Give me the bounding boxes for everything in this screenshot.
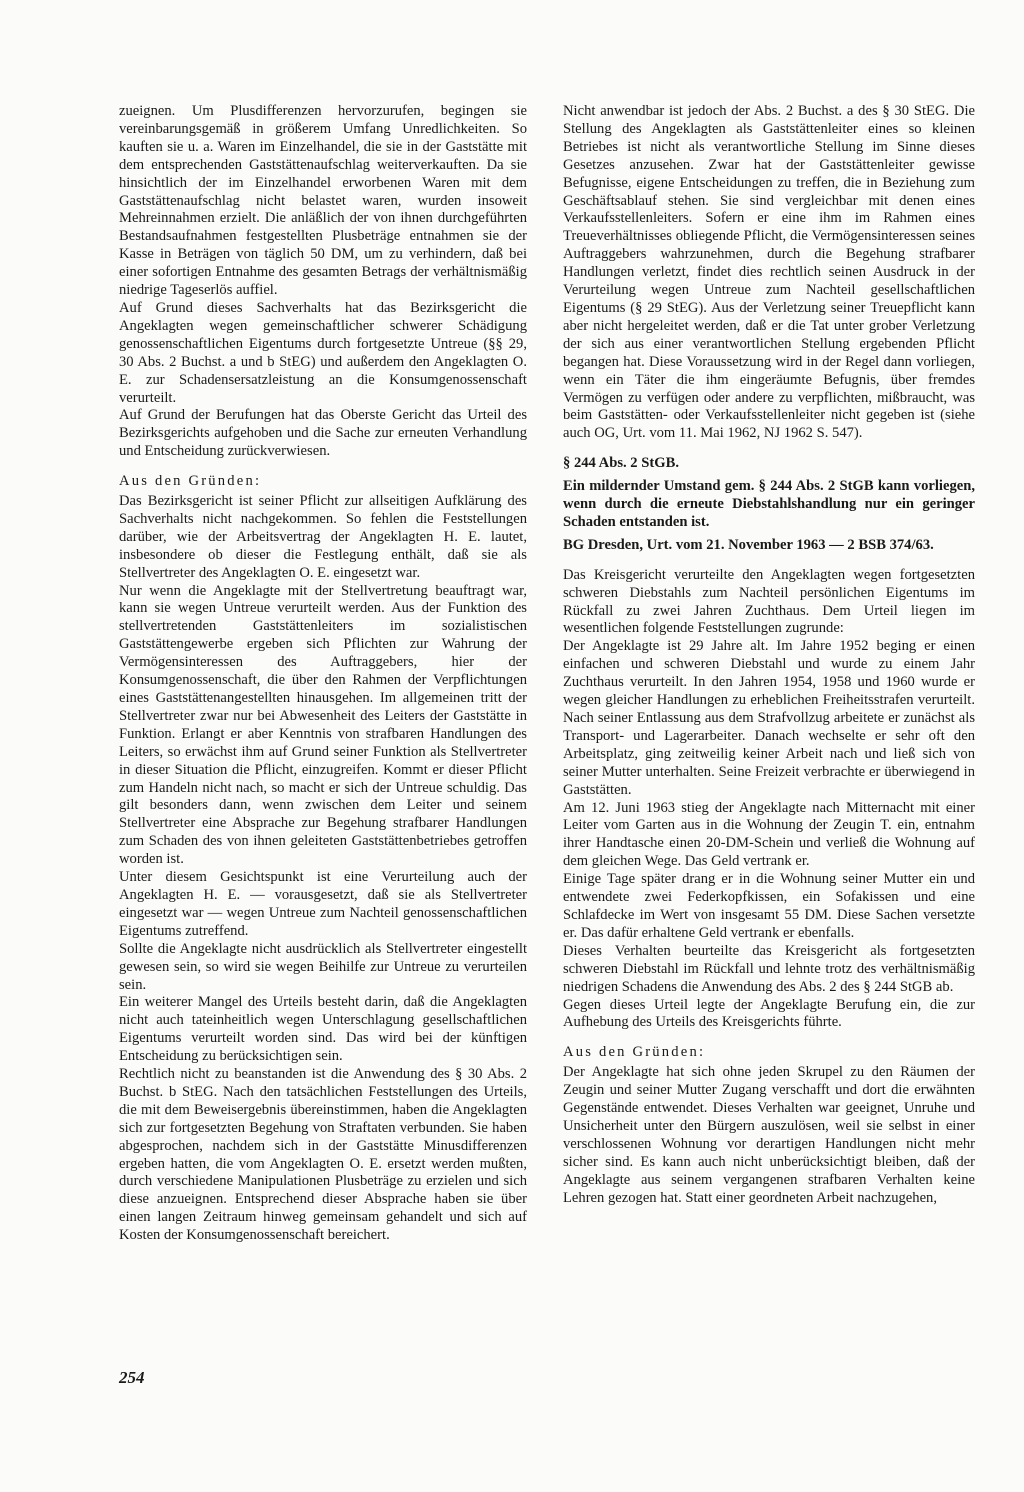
paragraph: Gegen dieses Urteil legte der Angeklagte Berufung ein, die zur Aufhebung des Urteils des Kreisgerichts führte. (563, 996, 975, 1031)
paragraph: Der Angeklagte ist 29 Jahre alt. Im Jahre 1952 beging er einen einfachen und schweren Diebstahl und wurde zu einem Jahr Zuchthaus verurteilt. In den Jahren 1954, 1958 und 1960 wurde er wegen gleicher Handlungen zu erheblichen Freiheitsstrafen verurteilt. Nach seiner Entlassung aus dem Strafvollzug arbeitete er zunächst als Transport- und Lagerarbeiter. Danach wechselte er sehr oft den Arbeitsplatz, ging zeitweilig keiner Arbeit nach und ließ sich von seiner Mutter unterhalten. Seine Freizeit verbrachte er überwiegend in Gaststätten. (563, 638, 975, 798)
paragraph: Nicht anwendbar ist jedoch der Abs. 2 Buchst. a des § 30 StEG. Die Stellung des Angeklagten als Gaststättenleiter eines so kleinen Betriebes ist nicht als verantwortliche Stellung im Sinne dieses Gesetzes anzusehen. Zwar hat der Gaststättenleiter gewisse Befugnisse, eigene Entscheidungen zu treffen, die in Beziehung zum Geschäftsablauf stehen. Sie sind vergleichbar mit denen eines Verkaufsstellenleiters. Sofern er eine ihm im Rahmen eines Treueverhältnisses obliegende Pflicht, die Vermögensinteressen seines Auftraggebers wahrzunehmen, durch die Begehung strafbarer Handlungen verletzt, findet dies rechtlich seinen Ausdruck in der Verurteilung wegen Untreue zum Nachteil gesellschaftlichen Eigentums (§ 29 StEG). Aus der Verletzung seiner Treuepflicht kann aber nicht hergeleitet werden, daß er die Tat unter grober Verletzung der sich aus einer verantwortlichen Stellung ergebenden Pflicht begangen hat. Diese Voraussetzung wird in der Regel dann vorliegen, wenn ein Täter die ihm eingeräumte Befugnis, über fremdes Vermögen zu verfügen oder andere zu verpflichten, mißbraucht, was beim Gaststätten- oder Verkaufsstellenleiter nicht gegeben ist (siehe auch OG, Urt. vom 11. Mai 1962, NJ 1962 S. 547). (563, 103, 975, 442)
paragraph: Der Angeklagte hat sich ohne jeden Skrupel zu den Räumen der Zeugin und seiner Mutter Zugang verschafft und dort die erwähnten Gegenstände entwendet. Dieses Verhalten war geeignet, Unruhe und Unsicherheit unter den Bürgern auszulösen, weil sie selbst in einer verschlossenen Wohnung vor derartigen Handlungen nicht mehr sicher sind. Es kann auch nicht unberücksichtigt bleiben, daß der Angeklagte aus seinem vergangenen strafbaren Verhalten keine Lehren gezogen hat. Statt einer geordneten Arbeit nachzugehen, (563, 1064, 975, 1206)
paragraph: Ein weiterer Mangel des Urteils besteht darin, daß die Angeklagten nicht auch tateinheitlich wegen Unterschlagung gesellschaftlichen Eigentums verurteilt worden sind. Das wird bei der künftigen Entscheidung zu berücksichtigen sein. (119, 994, 527, 1065)
paragraph: Auf Grund dieses Sachverhalts hat das Bezirksgericht die Angeklagten wegen gemeinschaftlicher schwerer Schädigung genossenschaftlichen Eigentums durch fortgesetzte Untreue (§§ 29, 30 Abs. 2 Buchst. a und b StEG) und außerdem den Angeklagten O. E. zur Schadensersatzleistung an die Konsumgenossenschaft verurteilt. (119, 299, 527, 406)
paragraph: Rechtlich nicht zu beanstanden ist die Anwendung des § 30 Abs. 2 Buchst. b StEG. Nach den tatsächlichen Feststellungen des Urteils, die mit dem Beweisergebnis übereinstimmen, haben die Angeklagten sich zur fortgesetzten Begehung von Straftaten verbunden. Sie haben abgesprochen, nachdem sich in der Gaststätte Minusdifferenzen ergeben hatten, die vom Angeklagten O. E. ersetzt werden mußten, durch verschiedene Manipulationen Plusbeträge zu erzielen und sich diese anzueignen. Entsprechend dieser Absprache haben sie über einen langen Zeitraum hinweg gemeinsam gehandelt und sich auf Kosten der Konsumgenossenschaft bereichert. (119, 1066, 527, 1244)
section-label: Aus den Gründen: (119, 473, 262, 490)
statute-heading: § 244 Abs. 2 StGB. (563, 455, 679, 472)
paragraph: Das Bezirksgericht ist seiner Pflicht zur allseitigen Aufklärung des Sachverhalts nicht nachgekommen. So fehlen die Feststellungen darüber, wie der Arbeitsvertrag der Angeklagten H. E. lautet, insbesondere ob dieser die Festlegung enthält, daß sie als Stellvertreter des Angeklagten O. E. eingesetzt war. (119, 493, 527, 581)
paragraph: Am 12. Juni 1963 stieg der Angeklagte nach Mitternacht mit einer Leiter vom Garten aus in die Wohnung der Zeugin T. ein, entnahm ihrer Handtasche einen 20-DM-Schein und verließ die Wohnung auf dem gleichen Wege. Das Geld vertrank er. (563, 799, 975, 870)
paragraph: Sollte die Angeklagte nicht ausdrücklich als Stellvertreter eingestellt gewesen sein, so wird sie wegen Beihilfe zur Untreue zu verurteilen sein. (119, 940, 527, 993)
paragraph: Nur wenn die Angeklagte mit der Stellvertretung beauftragt war, kann sie wegen Untreue verurteilt werden. Aus der Funktion des stellvertretenden Gaststättenleiters im sozialistischen Gaststättengewerbe ergeben sich Pflichten zur Wahrung der Vermögensinteressen des Auftraggebers, hier der Konsumgenossenschaft, die über den Rahmen der Verpflichtungen eines Gaststättenangestellten hinausgehen. Im allgemeinen tritt der Stellvertreter zwar nur bei Abwesenheit des Leiters der Gaststätte in Funktion. Erlangt er aber Kenntnis von strafbaren Handlungen des Leiters, so erwächst ihm auf Grund seiner Funktion als Stellvertreter in dieser Situation die Pflicht, einzugreifen. Kommt er dieser Pflicht zum Handeln nicht nach, so macht er sich der Untreue schuldig. Das gilt besonders dann, wenn zwischen dem Leiter und seinem Stellvertreter eine Absprache zur Begehung strafbarer Handlungen zum Schaden des von ihnen geleiteten Gaststättenbetriebes getroffen worden ist. (119, 582, 527, 868)
page-number: 254 (119, 1368, 145, 1387)
paragraph: zueignen. Um Plusdifferenzen hervorzurufen, begingen sie vereinbarungsgemäß in größerem Umfang Unredlichkeiten. So kauften sie u. a. Waren im Einzelhandel, die sie in der Gaststätte mit dem entsprechenden Gaststättenaufschlag weiterverkauften. Da sie hinsichtlich der im Einzelhandel erworbenen Waren mit dem Gaststättenaufschlag nicht belastet waren, wurden insoweit Mehreinnahmen erzielt. Die anläßlich der von ihnen durchgeführten Bestandsaufnahmen festgestellten Plusbeträge entnahmen sie der Kasse in Beträgen von täglich 50 DM, um zu verhindern, daß bei einer sofortigen Entnahme des gesamten Betrags der verhältnismäßig niedrige Tageserlös auffiel. (119, 103, 527, 299)
paragraph: Einige Tage später drang er in die Wohnung seiner Mutter ein und entwendete zwei Federkopfkissen, ein Sofakissen und eine Schlafdecke im Wert von insgesamt 55 DM. Diese Sachen versetzte er. Das dafür erhaltene Geld vertrank er ebenfalls. (563, 871, 975, 941)
headnote: Ein mildernder Umstand gem. § 244 Abs. 2 StGB kann vorliegen, wenn durch die erneute Diebstahlshandlung nur ein geringer Schaden entstanden ist. (563, 478, 975, 530)
right-column (563, 103, 975, 1207)
paragraph: Das Kreisgericht verurteilte den Angeklagten wegen fortgesetzten schweren Diebstahls zum Nachteil persönlichen Eigentums im Rückfall zu zwei Jahren Zuchthaus. Dem Urteil liegen im wesentlichen folgende Feststellungen zugrunde: (563, 566, 975, 637)
section-label: Aus den Gründen: (563, 1044, 706, 1061)
case-citation: BG Dresden, Urt. vom 21. November 1963 — 2 BSB 374/63. (563, 536, 934, 553)
paragraph: Unter diesem Gesichtspunkt ist eine Verurteilung auch der Angeklagten H. E. — vorausgesetzt, daß sie als Stellvertreter eingesetzt war — wegen Untreue zum Nachteil genossenschaftlichen Eigentums zutreffend. (119, 869, 527, 939)
paragraph: Dieses Verhalten beurteilte das Kreisgericht als fortgesetzten schweren Diebstahl im Rückfall und lehnte trotz des verhältnismäßig niedrigen Schadens die Anwendung des Abs. 2 des § 244 StGB ab. (563, 942, 975, 995)
paragraph: Auf Grund der Berufungen hat das Oberste Gericht das Urteil des Bezirksgerichts aufgehoben und die Sache zur erneuten Verhandlung und Entscheidung zurückverwiesen. (119, 407, 527, 460)
left-column (119, 103, 527, 1245)
